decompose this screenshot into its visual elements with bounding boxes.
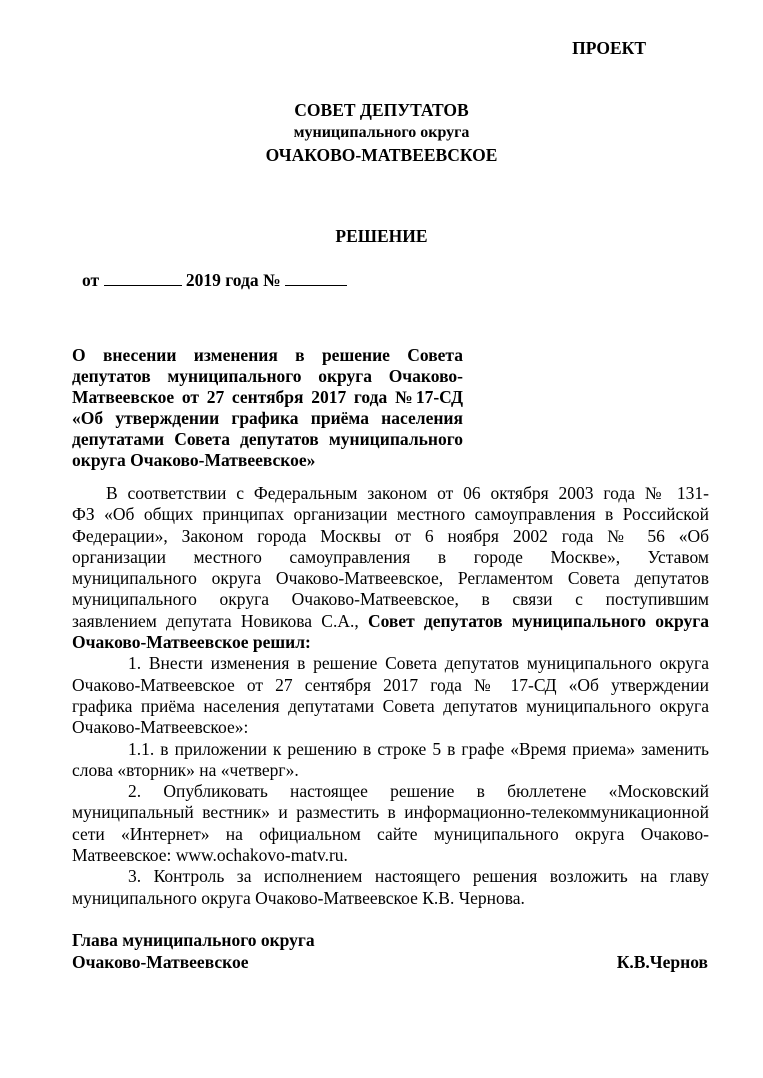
signature-row <box>72 951 708 973</box>
decision-title <box>72 345 463 471</box>
signature-block <box>72 929 708 973</box>
item3-line: муниципального округа Очаково-Матвеевское К.В. Чернова. <box>72 887 525 908</box>
item1-line: графика приёма населения депутатами Совета депутатов муниципального округа <box>72 695 709 716</box>
decision-heading: РЕШЕНИЕ <box>335 226 428 246</box>
preamble-bold: Совет депутатов муниципального округа <box>367 610 709 631</box>
preamble-line: муниципального округа Очаково-Матвеевское, в связи с поступившим <box>72 589 709 610</box>
item1-1-line: слова «вторник» на «четверг». <box>72 759 299 780</box>
date-year: 2019 года № <box>185 270 281 290</box>
preamble-plain: заявлением депутата Новикова С.А., <box>72 610 359 631</box>
municipality-subtitle: муниципального округа <box>293 124 470 141</box>
item1-line: 1. Внести изменения в решение Совета депутатов муниципального округа <box>128 653 709 674</box>
preamble-line: Федерации», Законом города Москвы от 6 ноября 2002 года № 56 «Об <box>72 525 709 546</box>
item1-line: Очаково-Матвеевское от 27 сентября 2017 года № 17-СД «Об утверждении <box>72 674 709 695</box>
item3-line: 3. Контроль за исполнением настоящего решения возложить на главу <box>128 866 709 887</box>
title-line: депутатов муниципального округа Очаково- <box>72 366 463 386</box>
item1-line: Очаково-Матвеевское»: <box>72 717 249 738</box>
date-number-line <box>82 270 347 291</box>
preamble-line: организации местного самоуправления в городе Москве», Уставом <box>72 546 709 567</box>
draft-mark: ПРОЕКТ <box>572 38 646 58</box>
title-line: «Об утверждении графика приёма населения <box>72 408 463 428</box>
preamble-line: муниципального округа Очаково-Матвеевское, Регламентом Совета депутатов <box>72 568 709 589</box>
signatory-position-line1: Глава муниципального округа <box>72 930 315 950</box>
signatory-position-line2: Очаково-Матвеевское <box>72 952 249 972</box>
council-title: СОВЕТ ДЕПУТАТОВ <box>294 100 469 120</box>
title-line: округа Очаково-Матвеевское» <box>72 450 316 470</box>
item2-line: 2. Опубликовать настоящее решение в бюллетене «Московский <box>128 781 709 802</box>
decision-body <box>72 483 709 909</box>
preamble-line: В соответствии с Федеральным законом от 06 октября 2003 года № 131- <box>106 483 709 503</box>
district-name: ОЧАКОВО-МАТВЕЕВСКОЕ <box>265 145 498 165</box>
title-line: О внесении изменения в решение Совета <box>72 345 463 365</box>
title-line: депутатами Совета депутатов муниципального <box>72 429 463 449</box>
item1-1-line: 1.1. в приложении к решению в строке 5 в графе «Время приема» заменить <box>128 738 709 759</box>
item2-line: муниципальный вестник» и разместить в информационно-телекоммуникационной <box>72 802 709 823</box>
item2-line: сети «Интернет» на официальном сайте муниципального округа Очаково- <box>72 823 709 844</box>
number-blank <box>285 271 347 286</box>
item2-line: Матвеевское: www.ochakovo-matv.ru. <box>72 845 348 866</box>
signatory-name: К.В.Чернов <box>616 952 708 972</box>
preamble-line: ФЗ «Об общих принципах организации местного самоуправления в Российской <box>72 504 709 525</box>
title-line: Матвеевское от 27 сентября 2017 года №17-СД <box>72 387 463 407</box>
preamble-resolved: Очаково-Матвеевское решил: <box>72 632 311 653</box>
date-blank <box>104 271 182 286</box>
preamble-line <box>72 611 709 632</box>
date-prefix: от <box>82 270 100 290</box>
